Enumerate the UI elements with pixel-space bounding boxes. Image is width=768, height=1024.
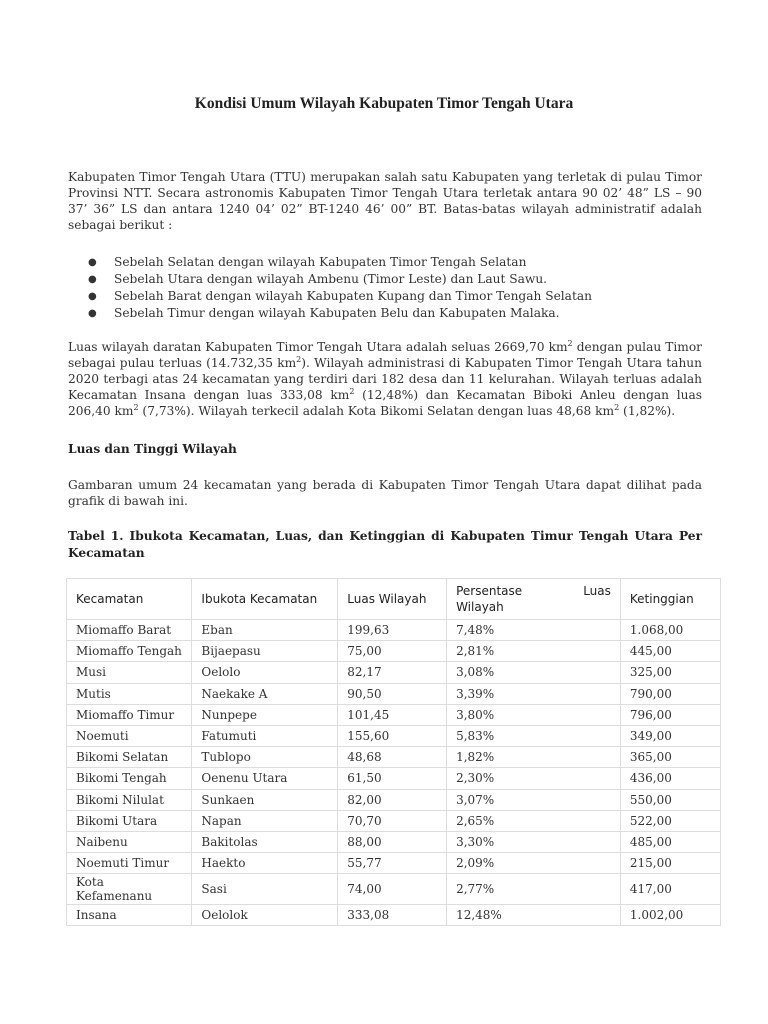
- list-item: ● Sebelah Utara dengan wilayah Ambenu (Timor Leste) dan Laut Sawu.: [88, 272, 548, 286]
- table-row: Bikomi Tengah Oenenu Utara 61,50 2,30% 436,00: [67, 768, 721, 789]
- header-ketinggian: Ketinggian: [620, 579, 720, 620]
- table-row: Mutis Naekake A 90,50 3,39% 790,00: [67, 683, 721, 704]
- intro-paragraph: Kabupaten Timor Tengah Utara (TTU) merupakan salah satu Kabupaten yang terletak di pulau Timor Provinsi NTT. Secara astronomis Kabupaten Timor Tengah Utara terletak antara 90 02’ 48” LS – 90 37’ 36” LS dan antara 1240 04’ 02” BT-1240 46’ 00” BT. Batas-batas wilayah administratif adalah sebagai berikut :: [68, 170, 702, 232]
- page-title: Kondisi Umum Wilayah Kabupaten Timor Tengah Utara: [194, 95, 574, 112]
- table-row: Bikomi Nilulat Sunkaen 82,00 3,07% 550,00: [67, 789, 721, 810]
- district-table: [66, 578, 721, 926]
- table-row: Miomaffo Barat Eban 199,63 7,48% 1.068,00: [67, 620, 721, 641]
- table-row: Miomaffo Tengah Bijaepasu 75,00 2,81% 445,00: [67, 641, 721, 662]
- bullet-icon: ●: [88, 257, 97, 268]
- bullet-icon: ●: [88, 291, 97, 302]
- table-row: Noemuti Fatumuti 155,60 5,83% 349,00: [67, 725, 721, 746]
- table-row: Kota Kefamenanu Sasi 74,00 2,77% 417,00: [67, 874, 721, 905]
- bullet-icon: ●: [88, 308, 97, 319]
- header-luas: Luas Wilayah: [338, 579, 447, 620]
- table-row: Miomaffo Timur Nunpepe 101,45 3,80% 796,00: [67, 704, 721, 725]
- list-item: ● Sebelah Selatan dengan wilayah Kabupaten Timor Tengah Selatan: [88, 255, 527, 269]
- table-row: Naibenu Bakitolas 88,00 3,30% 485,00: [67, 831, 721, 852]
- list-item: ● Sebelah Timur dengan wilayah Kabupaten Belu dan Kabupaten Malaka.: [88, 306, 560, 320]
- table-row: Bikomi Selatan Tublopo 48,68 1,82% 365,00: [67, 747, 721, 768]
- boundary-list: [68, 254, 702, 322]
- list-item: ● Sebelah Barat dengan wilayah Kabupaten Kupang dan Timor Tengah Selatan: [88, 289, 592, 303]
- overview-paragraph: Gambaran umum 24 kecamatan yang berada di Kabupaten Timor Tengah Utara dapat dilihat pada grafik di bawah ini.: [68, 478, 702, 508]
- table-row: Bikomi Utara Napan 70,70 2,65% 522,00: [67, 810, 721, 831]
- table-row: Insana Oelolok 333,08 12,48% 1.002,00: [67, 905, 721, 926]
- bullet-icon: ●: [88, 274, 97, 285]
- table-header-row: [67, 579, 721, 620]
- table-row: Musi Oelolo 82,17 3,08% 325,00: [67, 662, 721, 683]
- header-kecamatan: Kecamatan: [67, 579, 192, 620]
- header-ibukota: Ibukota Kecamatan: [192, 579, 338, 620]
- table-caption: Tabel 1. Ibukota Kecamatan, Luas, dan Ketinggian di Kabupaten Timur Tengah Utara Per Kecamatan: [68, 529, 702, 560]
- section-heading: Luas dan Tinggi Wilayah: [68, 442, 237, 456]
- area-paragraph: Luas wilayah daratan Kabupaten Timor Tengah Utara adalah seluas 2669,70 $km^2$ dengan pulau Timor sebagai pulau terluas (14.732,35 $km^2$). Wilayah administrasi di Kabupaten Timor Tengah Utara tahun 2020 terbagi atas 24 kecamatan yang terdiri dari 182 desa dan 11 kelurahan. Wilayah terluas adalah Kecamatan Insana dengan luas 333,08 $km^2$ (12,48%) dan Kecamatan Biboki Anleu dengan luas 206,40 $km^2$ (7,73%). Wilayah terkecil adalah Kota Bikomi Selatan dengan luas 48,68 $km^2$ (1,82%).: [68, 338, 702, 418]
- table-row: Noemuti Timur Haekto 55,77 2,09% 215,00: [67, 853, 721, 874]
- header-persentase: Persentase Luas Wilayah: [447, 579, 621, 620]
